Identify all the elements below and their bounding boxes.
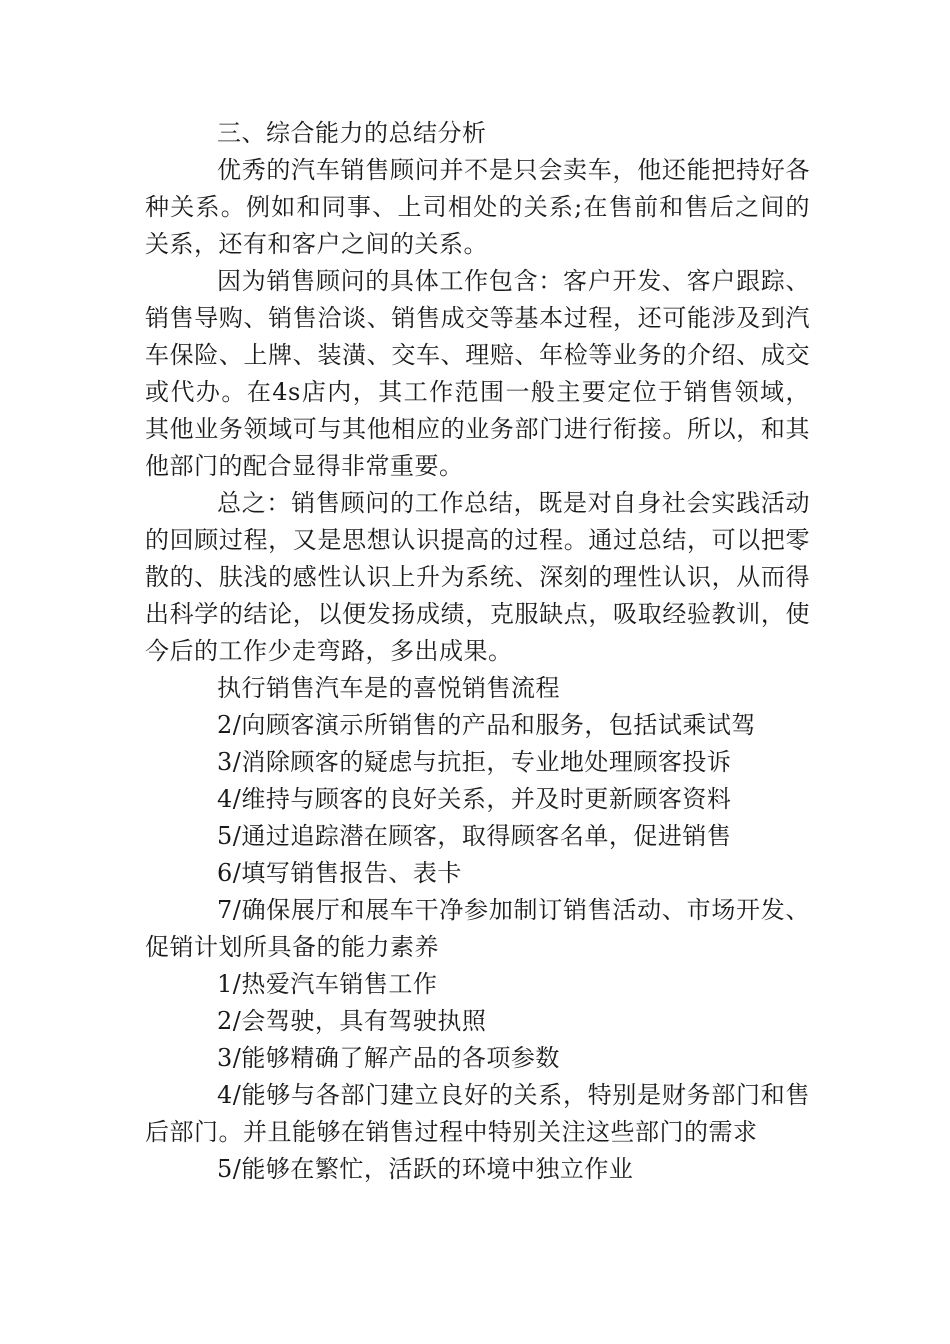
- list-item: 2/会驾驶，具有驾驶执照: [217, 1007, 487, 1035]
- list-item: 2/向顾客演示所销售的产品和服务，包括试乘试驾: [217, 711, 756, 739]
- paragraph: 因为销售顾问的具体工作包含：客户开发、客户跟踪、销售导购、销售洽谈、销售成交等基本过程，还可能涉及到汽车保险、上牌、装潢、交车、理赔、年检等业务的介绍、成交或代办。在4s店内，其工作范围一般主要定位于销售领域，其他业务领域可与其他相应的业务部门进行衔接。所以，和其他部门的配合显得非常重要。: [145, 267, 810, 480]
- list-item: 3/能够精确了解产品的各项参数: [217, 1044, 560, 1072]
- section-heading: 三、综合能力的总结分析: [217, 119, 487, 147]
- list-item: 3/消除顾客的疑虑与抗拒，专业地处理顾客投诉: [217, 748, 732, 776]
- list-item: 5/能够在繁忙，活跃的环境中独立作业: [217, 1155, 634, 1183]
- paragraph: 优秀的汽车销售顾问并不是只会卖车，他还能把持好各种关系。例如和同事、上司相处的关系;在售前和售后之间的关系，还有和客户之间的关系。: [145, 156, 810, 258]
- paragraph: 总之：销售顾问的工作总结，既是对自身社会实践活动的回顾过程，又是思想认识提高的过程。通过总结，可以把零散的、肤浅的感性认识上升为系统、深刻的理性认识，从而得出科学的结论，以便发扬成绩，克服缺点，吸取经验教训，使今后的工作少走弯路，多出成果。: [145, 489, 810, 665]
- list-item: 4/维持与顾客的良好关系，并及时更新顾客资料: [217, 785, 732, 813]
- list-heading: 执行销售汽车是的喜悦销售流程: [217, 674, 560, 702]
- list-item: 1/热爱汽车销售工作: [217, 970, 438, 998]
- list-item: 5/通过追踪潜在顾客，取得顾客名单，促进销售: [217, 822, 732, 850]
- document-body: [145, 115, 810, 1188]
- list-item: 7/确保展厅和展车干净参加制订销售活动、市场开发、促销计划所具备的能力素养: [145, 896, 810, 961]
- list-item: 6/填写销售报告、表卡: [217, 859, 462, 887]
- list-item: 4/能够与各部门建立良好的关系，特别是财务部门和售后部门。并且能够在销售过程中特别关注这些部门的需求: [145, 1081, 810, 1146]
